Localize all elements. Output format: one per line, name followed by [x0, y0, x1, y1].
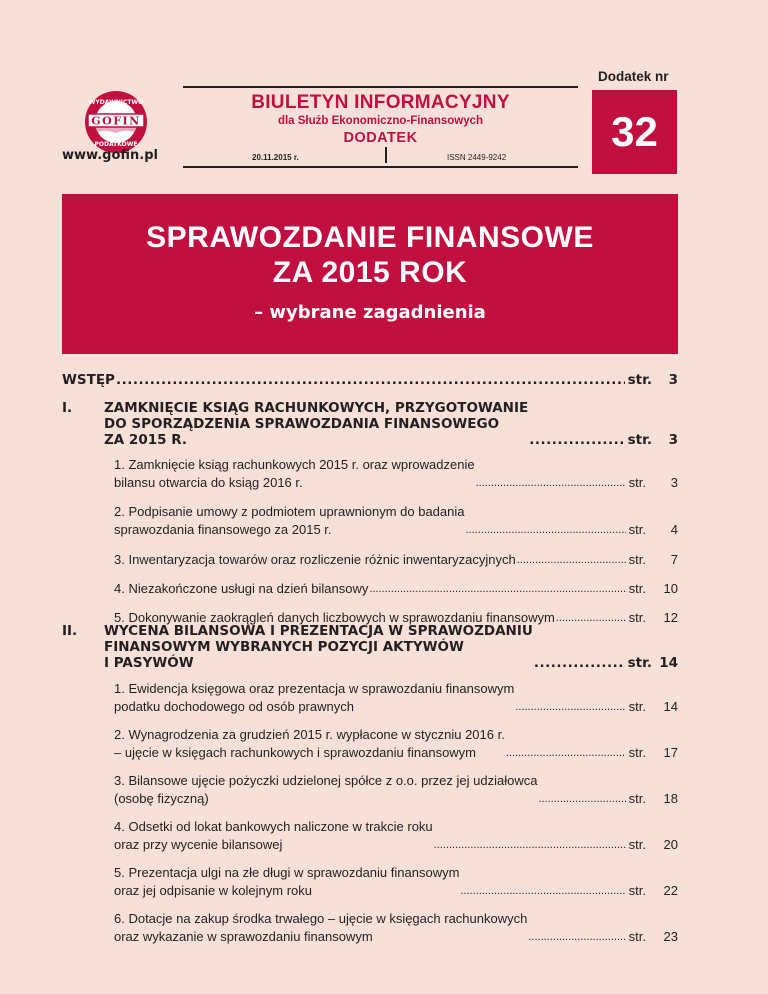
toc-item[interactable]: [114, 680, 678, 716]
supplement-label: DODATEK: [343, 130, 418, 146]
str-label: str.: [628, 522, 646, 537]
page-number: 3: [668, 372, 678, 388]
toc-entry-label: 5. Dokonywanie zaokrągleń danych liczbowych w sprawozdaniu finansowym: [114, 610, 555, 625]
page-number: 3: [668, 432, 678, 448]
leader-dots: [517, 551, 626, 569]
str-label: str.: [627, 432, 652, 448]
header-rule-top: [183, 86, 578, 88]
page-number: 12: [663, 610, 678, 625]
document-subtitle: – wybrane zagadnienia: [254, 302, 486, 323]
toc-entry-label: 1. Zamknięcie ksiąg rachunkowych 2015 r. oraz wprowadzenie bilansu otwarcia do ksiąg 2016 r.: [114, 457, 475, 490]
header-rule-bottom: [183, 166, 578, 168]
str-label: str.: [628, 791, 646, 806]
title-banner: [62, 194, 678, 354]
page-number: 18: [663, 791, 678, 806]
publication-title: BIULETYN INFORMACYJNY: [251, 92, 510, 113]
toc-item[interactable]: [114, 772, 678, 808]
publication-subtitle: dla Służb Ekonomiczno-Finansowych: [277, 115, 484, 127]
leader-dots: [515, 698, 625, 716]
issue-date: 20.11.2015 r.: [252, 153, 299, 162]
str-label: str.: [628, 883, 646, 898]
toc-entry-label: WSTĘP: [62, 372, 115, 388]
str-label: str.: [628, 610, 646, 625]
page-number: 17: [663, 745, 678, 760]
str-label: str.: [628, 581, 646, 596]
toc-item[interactable]: [114, 503, 678, 539]
toc-entry-label: 3. Inwentaryzacja towarów oraz rozliczenie różnic inwentaryzacyjnych: [114, 552, 516, 567]
logo-top-text: WYDAWNICTWO: [88, 99, 144, 106]
leader-dots: [529, 432, 624, 448]
str-label: str.: [628, 745, 646, 760]
header-separator: [385, 147, 387, 163]
leader-dots: [369, 580, 625, 598]
str-label: str.: [628, 929, 646, 944]
leader-dots: [528, 928, 625, 946]
toc-entry-label: 5. Prezentacja ulgi na złe długi w sprawozdaniu finansowym oraz jej odpisanie w kolejnym roku: [114, 865, 460, 898]
toc-item[interactable]: [114, 864, 678, 900]
str-label: str.: [627, 655, 652, 671]
toc-entry-label: 1. Ewidencja księgowa oraz prezentacja w sprawozdaniu finansowym podatku dochodowego od osób prawnych: [114, 681, 515, 714]
page-number: 10: [663, 581, 678, 596]
toc-section-1[interactable]: [104, 400, 678, 448]
leader-dots: [434, 836, 626, 854]
toc-entry-label: WYCENA BILANSOWA I PREZENTACJA W SPRAWOZDANIU FINANSOWYM WYBRANYCH POZYCJI AKTYWÓW I PASYWÓW: [104, 623, 533, 671]
page-number: 14: [659, 655, 678, 671]
leader-dots: [460, 882, 625, 900]
leader-dots: [465, 521, 625, 539]
page-number: 7: [670, 552, 678, 567]
toc-entry-label: 2. Wynagrodzenia za grudzień 2015 r. wypłacone w styczniu 2016 r. – ujęcie w księgach rachunkowych i sprawozdaniu finansowym: [114, 727, 505, 760]
leader-dots: [534, 655, 625, 671]
toc-item[interactable]: [114, 551, 678, 569]
toc-entry-label: 6. Dotacje na zakup środka trwałego – ujęcie w księgach rachunkowych oraz wykazanie w sprawozdaniu finansowym: [114, 911, 528, 944]
toc-entry-label: ZAMKNIĘCIE KSIĄG RACHUNKOWYCH, PRZYGOTOWANIE DO SPORZĄDZENIA SPRAWOZDANIA FINANSOWEGO ZA 2015 R.: [104, 400, 529, 448]
leader-dots: [538, 790, 625, 808]
page-number: 23: [663, 929, 678, 944]
toc-item[interactable]: [114, 910, 678, 946]
section-numeral: I.: [62, 400, 73, 416]
leader-dots: [116, 372, 625, 388]
str-label: str.: [628, 699, 646, 714]
toc-intro[interactable]: [62, 372, 678, 388]
str-label: str.: [628, 475, 646, 490]
page-number: 4: [670, 522, 678, 537]
issn: ISSN 2449-9242: [447, 153, 507, 162]
page-number: 3: [670, 475, 678, 490]
str-label: str.: [628, 552, 646, 567]
page-number: 22: [663, 883, 678, 898]
logo-bottom-text: PODATKOWE: [94, 141, 138, 148]
str-label: str.: [627, 372, 652, 388]
section-numeral: II.: [62, 623, 78, 639]
toc-item[interactable]: [114, 456, 678, 492]
issue-number-box: [592, 90, 677, 174]
toc-entry-label: 4. Odsetki od lokat bankowych naliczone w trakcie roku oraz przy wycenie bilansowej: [114, 819, 433, 852]
logo-name: GOFIN: [91, 114, 141, 128]
toc-section-2[interactable]: [104, 623, 678, 671]
page-number: 14: [663, 699, 678, 714]
leader-dots: [476, 474, 626, 492]
toc-item[interactable]: [114, 726, 678, 762]
dodatek-label: Dodatek nr: [598, 69, 669, 84]
issue-number: 32: [611, 108, 658, 155]
str-label: str.: [628, 837, 646, 852]
toc-item[interactable]: [114, 580, 678, 598]
toc-entry-label: 4. Niezakończone usługi na dzień bilansowy: [114, 581, 369, 596]
page-number: 20: [663, 837, 678, 852]
document-title: SPRAWOZDANIE FINANSOWE ZA 2015 ROK: [146, 221, 594, 289]
toc-item[interactable]: [114, 818, 678, 854]
leader-dots: [506, 744, 626, 762]
toc-entry-label: 2. Podpisanie umowy z podmiotem uprawnionym do badania sprawozdania finansowego za 2015 r.: [114, 504, 465, 537]
toc-entry-label: 3. Bilansowe ujęcie pożyczki udzielonej spółce z o.o. przez jej udziałowca (osobę fizyczną): [114, 773, 538, 806]
gofin-logo: [62, 88, 170, 154]
website-link[interactable]: www.gofin.pl: [62, 148, 158, 163]
